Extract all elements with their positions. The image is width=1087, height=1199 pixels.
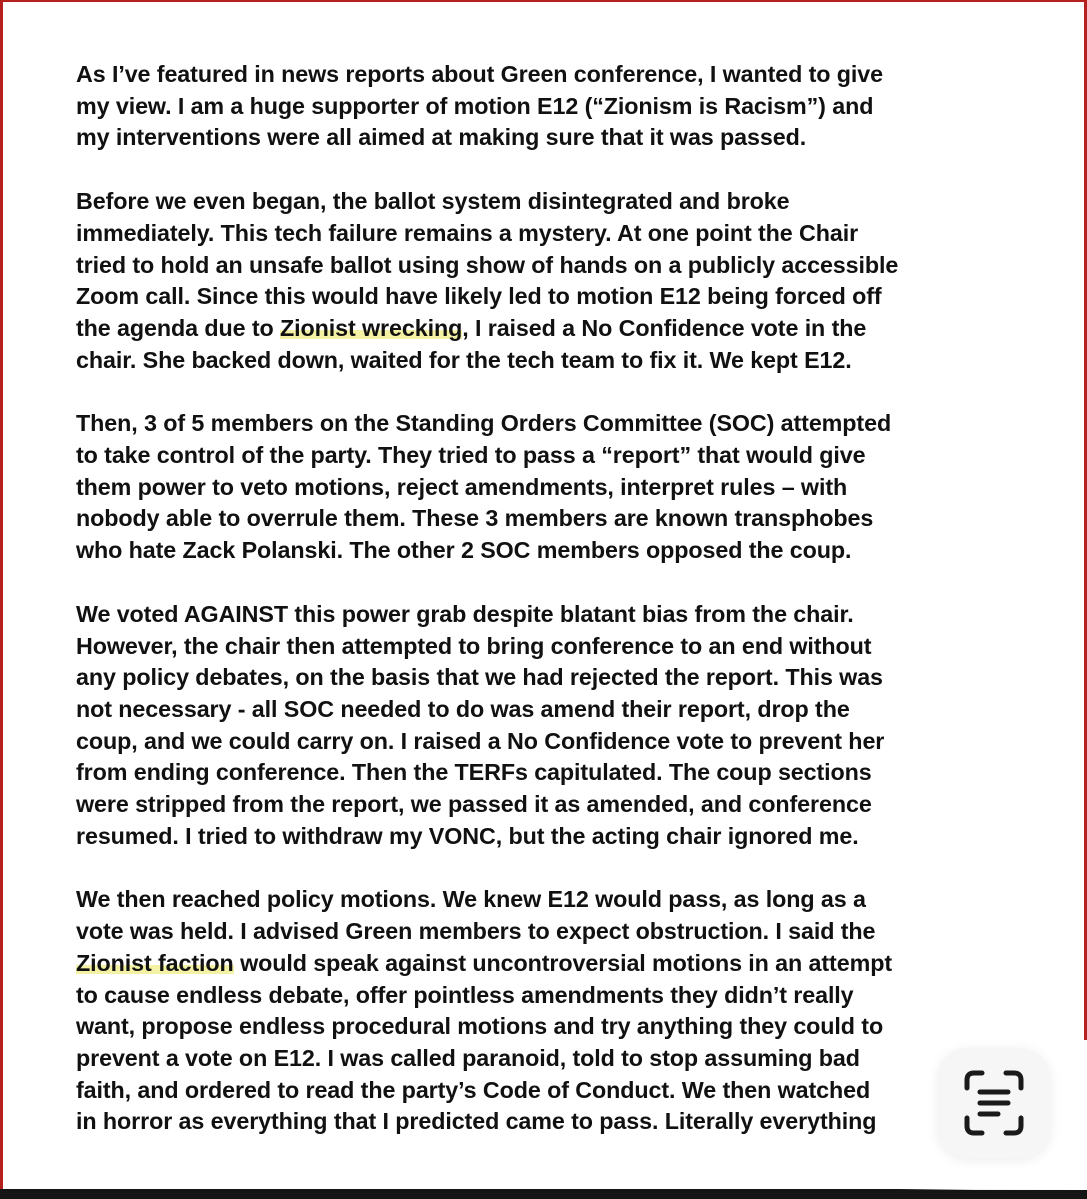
text-line: want, propose endless procedural motions and try anything they could to xyxy=(76,1013,884,1040)
text-line: them power to veto motions, reject amendments, interpret rules – with xyxy=(76,473,848,500)
text-line: However, the chair then attempted to bring conference to an end without xyxy=(76,632,872,659)
text-line: As I’ve featured in news reports about Green conference, I wanted to give xyxy=(76,61,883,87)
live-text-scan-icon xyxy=(964,1070,1024,1136)
text-line: chair. She backed down, waited for the tech team to fix it. We kept E12. xyxy=(76,346,852,373)
text-line: were stripped from the report, we passed it as amended, and conference xyxy=(76,791,872,818)
frame-left-border xyxy=(0,0,3,1199)
document-body xyxy=(76,59,1036,1170)
text-line: We then reached policy motions. We knew E12 would pass, as long as a xyxy=(76,886,866,913)
text-line: my view. I am a huge supporter of motion E12 (“Zionism is Racism”) and xyxy=(76,92,874,119)
text-line: to take control of the party. They tried to pass a “report” that would give xyxy=(76,442,866,469)
text-fragment: , I raised a No Confidence vote in the xyxy=(462,314,867,341)
text-line: immediately. This tech failure remains a mystery. At one point the Chair xyxy=(76,219,859,246)
text-line-highlighted xyxy=(76,948,1036,980)
highlighted-phrase: Zionist faction xyxy=(76,949,234,976)
paragraph-2 xyxy=(76,186,1036,376)
text-line: faith, and ordered to read the party’s Code of Conduct. We then watched xyxy=(76,1076,871,1103)
text-line: tried to hold an unsafe ballot using show of hands on a publicly accessible xyxy=(76,251,899,278)
text-line: We voted AGAINST this power grab despite blatant bias from the chair. xyxy=(76,600,854,627)
text-line: Then, 3 of 5 members on the Standing Orders Committee (SOC) attempted xyxy=(76,410,892,437)
text-line: not necessary - all SOC needed to do was amend their report, drop the xyxy=(76,695,850,722)
frame-bottom-border xyxy=(0,1189,1087,1199)
paragraph-1 xyxy=(76,59,1036,154)
paragraph-5 xyxy=(76,884,1036,1138)
text-line: vote was held. I advised Green members to expect obstruction. I said the xyxy=(76,918,876,945)
text-line: in horror as everything that I predicted came to pass. Literally everything xyxy=(76,1108,877,1135)
text-line: Before we even began, the ballot system disintegrated and broke xyxy=(76,188,790,215)
paragraph-4 xyxy=(76,599,1036,853)
text-line: to cause endless debate, offer pointless amendments they didn’t really xyxy=(76,981,854,1008)
text-fragment: the agenda due to xyxy=(76,314,281,341)
text-line: who hate Zack Polanski. The other 2 SOC members opposed the coup. xyxy=(76,537,852,564)
text-line: from ending conference. Then the TERFs capitulated. The coup sections xyxy=(76,759,872,786)
text-line: my interventions were all aimed at making sure that it was passed. xyxy=(76,124,807,151)
paragraph-3 xyxy=(76,408,1036,567)
text-line: Zoom call. Since this would have likely led to motion E12 being forced off xyxy=(76,283,882,310)
frame-top-border xyxy=(0,0,1087,2)
text-line: coup, and we could carry on. I raised a No Confidence vote to prevent her xyxy=(76,727,885,754)
live-text-button[interactable] xyxy=(938,1048,1050,1158)
highlighted-phrase: Zionist wrecking xyxy=(280,314,463,341)
text-line-highlighted xyxy=(76,313,1036,345)
text-line: prevent a vote on E12. I was called paranoid, told to stop assuming bad xyxy=(76,1044,860,1071)
text-line: nobody able to overrule them. These 3 members are known transphobes xyxy=(76,505,874,532)
text-line: resumed. I tried to withdraw my VONC, but the acting chair ignored me. xyxy=(76,822,859,849)
text-fragment: would speak against uncontroversial motions in an attempt xyxy=(233,949,892,976)
text-line: any policy debates, on the basis that we had rejected the report. This was xyxy=(76,664,883,691)
